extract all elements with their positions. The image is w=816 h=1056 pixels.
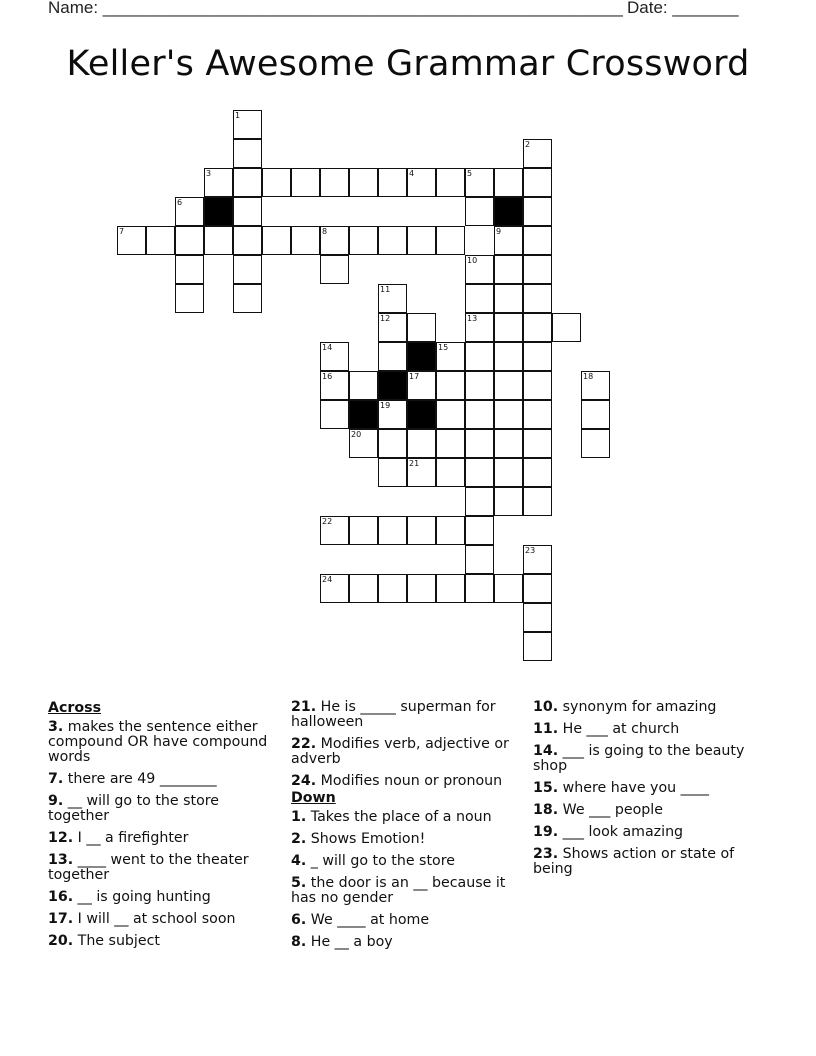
clue-number: 4. bbox=[291, 853, 307, 869]
across-clue-list bbox=[48, 720, 283, 949]
grid-cell[interactable] bbox=[320, 255, 349, 284]
across-heading: Across bbox=[48, 700, 102, 716]
grid-cell[interactable] bbox=[378, 458, 407, 487]
cell-number: 16 bbox=[322, 372, 333, 381]
clue-text: ___ look amazing bbox=[558, 824, 684, 840]
grid-cell[interactable] bbox=[233, 255, 262, 284]
cell-number: 18 bbox=[583, 372, 594, 381]
grid-cell[interactable] bbox=[523, 632, 552, 661]
grid-cell[interactable] bbox=[436, 342, 465, 371]
grid-cell[interactable] bbox=[436, 400, 465, 429]
grid-cell[interactable] bbox=[436, 371, 465, 400]
clue-text: __ will go to the store together bbox=[48, 793, 220, 824]
grid-cell[interactable] bbox=[494, 574, 523, 603]
grid-cell[interactable] bbox=[349, 429, 378, 458]
grid-cell[interactable] bbox=[204, 226, 233, 255]
cell-number: 14 bbox=[322, 343, 333, 352]
grid-cell[interactable] bbox=[465, 487, 494, 516]
grid-cell[interactable] bbox=[465, 516, 494, 545]
clue-number: 24. bbox=[291, 773, 317, 789]
grid-cell[interactable] bbox=[291, 226, 320, 255]
clue-item bbox=[291, 737, 526, 767]
clue-item bbox=[291, 876, 526, 906]
grid-cell[interactable] bbox=[494, 342, 523, 371]
clue-column-2 bbox=[291, 700, 526, 957]
grid-cell[interactable] bbox=[436, 429, 465, 458]
grid-cell[interactable] bbox=[581, 429, 610, 458]
grid-cell[interactable] bbox=[233, 168, 262, 197]
clue-number: 19. bbox=[533, 824, 559, 840]
date-field-label: Date: _______ bbox=[627, 0, 739, 17]
grid-cell[interactable] bbox=[320, 342, 349, 371]
clue-text: I __ a firefighter bbox=[73, 830, 189, 846]
grid-cell[interactable] bbox=[349, 574, 378, 603]
cell-number: 4 bbox=[409, 169, 415, 178]
clue-column-3 bbox=[533, 700, 768, 884]
grid-cell[interactable] bbox=[494, 487, 523, 516]
grid-cell[interactable] bbox=[465, 458, 494, 487]
clue-number: 20. bbox=[48, 933, 74, 949]
cell-number: 17 bbox=[409, 372, 420, 381]
clue-item bbox=[48, 853, 283, 883]
grid-cell[interactable] bbox=[465, 255, 494, 284]
down-clue-list-continued bbox=[533, 700, 768, 877]
grid-cell[interactable] bbox=[233, 139, 262, 168]
clue-number: 8. bbox=[291, 934, 307, 950]
grid-cell[interactable] bbox=[407, 458, 436, 487]
clue-number: 21. bbox=[291, 699, 317, 715]
grid-cell[interactable] bbox=[349, 168, 378, 197]
clue-item bbox=[48, 720, 283, 765]
cell-number: 22 bbox=[322, 517, 333, 526]
grid-cell[interactable] bbox=[378, 313, 407, 342]
clue-text: Takes the place of a noun bbox=[306, 809, 492, 825]
grid-cell[interactable] bbox=[378, 400, 407, 429]
grid-cell[interactable] bbox=[233, 197, 262, 226]
clue-item bbox=[48, 890, 283, 905]
grid-cell[interactable] bbox=[523, 139, 552, 168]
grid-cell[interactable] bbox=[523, 226, 552, 255]
page-title: Keller's Awesome Grammar Crossword bbox=[66, 44, 750, 84]
grid-cell[interactable] bbox=[378, 168, 407, 197]
grid-cell[interactable] bbox=[523, 313, 552, 342]
grid-cell[interactable] bbox=[523, 400, 552, 429]
cell-number: 24 bbox=[322, 575, 333, 584]
grid-cell[interactable] bbox=[378, 226, 407, 255]
grid-cell[interactable] bbox=[465, 574, 494, 603]
grid-cell[interactable] bbox=[465, 545, 494, 574]
clue-number: 14. bbox=[533, 743, 559, 759]
grid-cell[interactable] bbox=[233, 284, 262, 313]
grid-cell[interactable] bbox=[378, 574, 407, 603]
clue-item bbox=[291, 854, 526, 869]
grid-cell[interactable] bbox=[233, 110, 262, 139]
grid-cell[interactable] bbox=[465, 371, 494, 400]
grid-cell[interactable] bbox=[204, 168, 233, 197]
cell-number: 13 bbox=[467, 314, 478, 323]
cell-number: 5 bbox=[467, 169, 473, 178]
clue-item bbox=[291, 832, 526, 847]
cell-number: 11 bbox=[380, 285, 391, 294]
cell-number: 15 bbox=[438, 343, 449, 352]
grid-cell[interactable] bbox=[523, 429, 552, 458]
black-cell bbox=[407, 342, 436, 371]
clue-number: 2. bbox=[291, 831, 307, 847]
clue-number: 13. bbox=[48, 852, 74, 868]
grid-cell[interactable] bbox=[378, 429, 407, 458]
grid-cell[interactable] bbox=[523, 197, 552, 226]
clue-item bbox=[291, 810, 526, 825]
grid-cell[interactable] bbox=[407, 313, 436, 342]
grid-cell[interactable] bbox=[378, 342, 407, 371]
cell-number: 12 bbox=[380, 314, 391, 323]
clue-item bbox=[291, 700, 526, 730]
grid-cell[interactable] bbox=[175, 255, 204, 284]
grid-cell[interactable] bbox=[494, 458, 523, 487]
clue-item bbox=[48, 794, 283, 824]
grid-cell[interactable] bbox=[378, 284, 407, 313]
clue-number: 16. bbox=[48, 889, 74, 905]
grid-cell[interactable] bbox=[262, 168, 291, 197]
grid-cell[interactable] bbox=[407, 429, 436, 458]
grid-cell[interactable] bbox=[523, 255, 552, 284]
grid-cell[interactable] bbox=[465, 197, 494, 226]
grid-cell[interactable] bbox=[320, 168, 349, 197]
clue-item bbox=[533, 744, 768, 774]
clue-number: 18. bbox=[533, 802, 559, 818]
grid-cell[interactable] bbox=[523, 458, 552, 487]
clue-item bbox=[533, 700, 768, 715]
grid-cell[interactable] bbox=[320, 516, 349, 545]
cell-number: 8 bbox=[322, 227, 328, 236]
clue-number: 7. bbox=[48, 771, 64, 787]
grid-cell[interactable] bbox=[523, 574, 552, 603]
clue-text: Modifies noun or pronoun bbox=[316, 773, 503, 789]
grid-cell[interactable] bbox=[291, 168, 320, 197]
black-cell bbox=[494, 197, 523, 226]
grid-cell[interactable] bbox=[407, 516, 436, 545]
grid-cell[interactable] bbox=[407, 168, 436, 197]
clue-text: Modifies verb, adjective or adverb bbox=[291, 736, 509, 767]
grid-cell[interactable] bbox=[494, 313, 523, 342]
down-clue-list bbox=[291, 810, 526, 950]
clue-text: where have you ____ bbox=[558, 780, 710, 796]
clue-column-1 bbox=[48, 700, 283, 956]
grid-cell[interactable] bbox=[436, 226, 465, 255]
clue-text: Shows Emotion! bbox=[306, 831, 426, 847]
grid-cell[interactable] bbox=[436, 574, 465, 603]
grid-cell[interactable] bbox=[523, 342, 552, 371]
across-clue-list-continued bbox=[291, 700, 526, 789]
clue-text: The subject bbox=[73, 933, 160, 949]
cell-number: 1 bbox=[235, 111, 241, 120]
black-cell bbox=[407, 400, 436, 429]
down-heading: Down bbox=[291, 790, 336, 806]
grid-cell[interactable] bbox=[494, 168, 523, 197]
clue-number: 9. bbox=[48, 793, 64, 809]
grid-cell[interactable] bbox=[494, 255, 523, 284]
clue-item bbox=[291, 774, 526, 789]
grid-cell[interactable] bbox=[320, 400, 349, 429]
clue-item bbox=[291, 913, 526, 928]
grid-cell[interactable] bbox=[175, 284, 204, 313]
black-cell bbox=[378, 371, 407, 400]
clue-text: ____ went to the theater together bbox=[48, 852, 249, 883]
grid-cell[interactable] bbox=[349, 226, 378, 255]
cell-number: 6 bbox=[177, 198, 183, 207]
clue-number: 11. bbox=[533, 721, 559, 737]
grid-cell[interactable] bbox=[320, 226, 349, 255]
grid-cell[interactable] bbox=[465, 400, 494, 429]
clue-item bbox=[533, 722, 768, 737]
clue-text: I will __ at school soon bbox=[73, 911, 236, 927]
cell-number: 19 bbox=[380, 401, 391, 410]
grid-cell[interactable] bbox=[378, 516, 407, 545]
grid-cell[interactable] bbox=[494, 429, 523, 458]
clue-text: _ will go to the store bbox=[306, 853, 455, 869]
clue-text: synonym for amazing bbox=[558, 699, 717, 715]
clue-item bbox=[48, 831, 283, 846]
clue-item bbox=[48, 934, 283, 949]
cell-number: 9 bbox=[496, 227, 502, 236]
clue-text: there are 49 ________ bbox=[63, 771, 217, 787]
clue-text: ___ is going to the beauty shop bbox=[533, 743, 745, 774]
clue-text: We ___ people bbox=[558, 802, 663, 818]
cell-number: 20 bbox=[351, 430, 362, 439]
grid-cell[interactable] bbox=[552, 313, 581, 342]
grid-cell[interactable] bbox=[465, 342, 494, 371]
cell-number: 23 bbox=[525, 546, 536, 555]
clue-text: He ___ at church bbox=[558, 721, 680, 737]
clue-item bbox=[48, 772, 283, 787]
grid-cell[interactable] bbox=[117, 226, 146, 255]
clue-number: 5. bbox=[291, 875, 307, 891]
grid-cell[interactable] bbox=[523, 284, 552, 313]
grid-cell[interactable] bbox=[523, 487, 552, 516]
grid-cell[interactable] bbox=[407, 226, 436, 255]
grid-cell[interactable] bbox=[465, 313, 494, 342]
clue-number: 22. bbox=[291, 736, 317, 752]
grid-cell[interactable] bbox=[494, 400, 523, 429]
name-field-label: Name: _______________________________________________________ bbox=[48, 0, 623, 17]
clue-item bbox=[533, 781, 768, 796]
black-cell bbox=[204, 197, 233, 226]
cell-number: 7 bbox=[119, 227, 125, 236]
grid-cell[interactable] bbox=[175, 197, 204, 226]
clue-item bbox=[291, 935, 526, 950]
clue-number: 3. bbox=[48, 719, 64, 735]
clue-number: 10. bbox=[533, 699, 559, 715]
cell-number: 3 bbox=[206, 169, 212, 178]
grid-cell[interactable] bbox=[494, 371, 523, 400]
clue-item bbox=[48, 912, 283, 927]
grid-cell[interactable] bbox=[581, 400, 610, 429]
clue-text: He is _____ superman for halloween bbox=[291, 699, 496, 730]
clue-number: 12. bbox=[48, 830, 74, 846]
grid-cell[interactable] bbox=[523, 371, 552, 400]
grid-cell[interactable] bbox=[320, 574, 349, 603]
grid-cell[interactable] bbox=[523, 168, 552, 197]
clue-item bbox=[533, 847, 768, 877]
clue-text: the door is an __ because it has no gender bbox=[291, 875, 506, 906]
grid-cell[interactable] bbox=[436, 168, 465, 197]
grid-cell[interactable] bbox=[146, 226, 175, 255]
cell-number: 21 bbox=[409, 459, 420, 468]
clue-text: Shows action or state of being bbox=[533, 846, 735, 877]
grid-cell[interactable] bbox=[262, 226, 291, 255]
grid-cell[interactable] bbox=[465, 284, 494, 313]
clue-text: __ is going hunting bbox=[73, 889, 211, 905]
grid-cell[interactable] bbox=[523, 603, 552, 632]
clue-item bbox=[533, 803, 768, 818]
grid-cell[interactable] bbox=[175, 226, 204, 255]
grid-cell[interactable] bbox=[407, 371, 436, 400]
grid-cell[interactable] bbox=[465, 429, 494, 458]
grid-cell[interactable] bbox=[581, 371, 610, 400]
grid-cell[interactable] bbox=[349, 371, 378, 400]
clue-number: 15. bbox=[533, 780, 559, 796]
clue-number: 6. bbox=[291, 912, 307, 928]
cell-number: 2 bbox=[525, 140, 531, 149]
grid-cell[interactable] bbox=[349, 516, 378, 545]
grid-cell[interactable] bbox=[320, 371, 349, 400]
grid-cell[interactable] bbox=[494, 284, 523, 313]
grid-cell[interactable] bbox=[436, 516, 465, 545]
clue-number: 17. bbox=[48, 911, 74, 927]
grid-cell[interactable] bbox=[233, 226, 262, 255]
clue-number: 23. bbox=[533, 846, 559, 862]
grid-cell[interactable] bbox=[494, 226, 523, 255]
clue-text: He __ a boy bbox=[306, 934, 393, 950]
cell-number: 10 bbox=[467, 256, 478, 265]
grid-cell[interactable] bbox=[465, 168, 494, 197]
clue-item bbox=[533, 825, 768, 840]
grid-cell[interactable] bbox=[407, 574, 436, 603]
grid-cell[interactable] bbox=[523, 545, 552, 574]
clue-number: 1. bbox=[291, 809, 307, 825]
grid-cell[interactable] bbox=[436, 458, 465, 487]
clue-text: makes the sentence either compound OR have compound words bbox=[48, 719, 268, 765]
clue-text: We ____ at home bbox=[306, 912, 430, 928]
black-cell bbox=[349, 400, 378, 429]
